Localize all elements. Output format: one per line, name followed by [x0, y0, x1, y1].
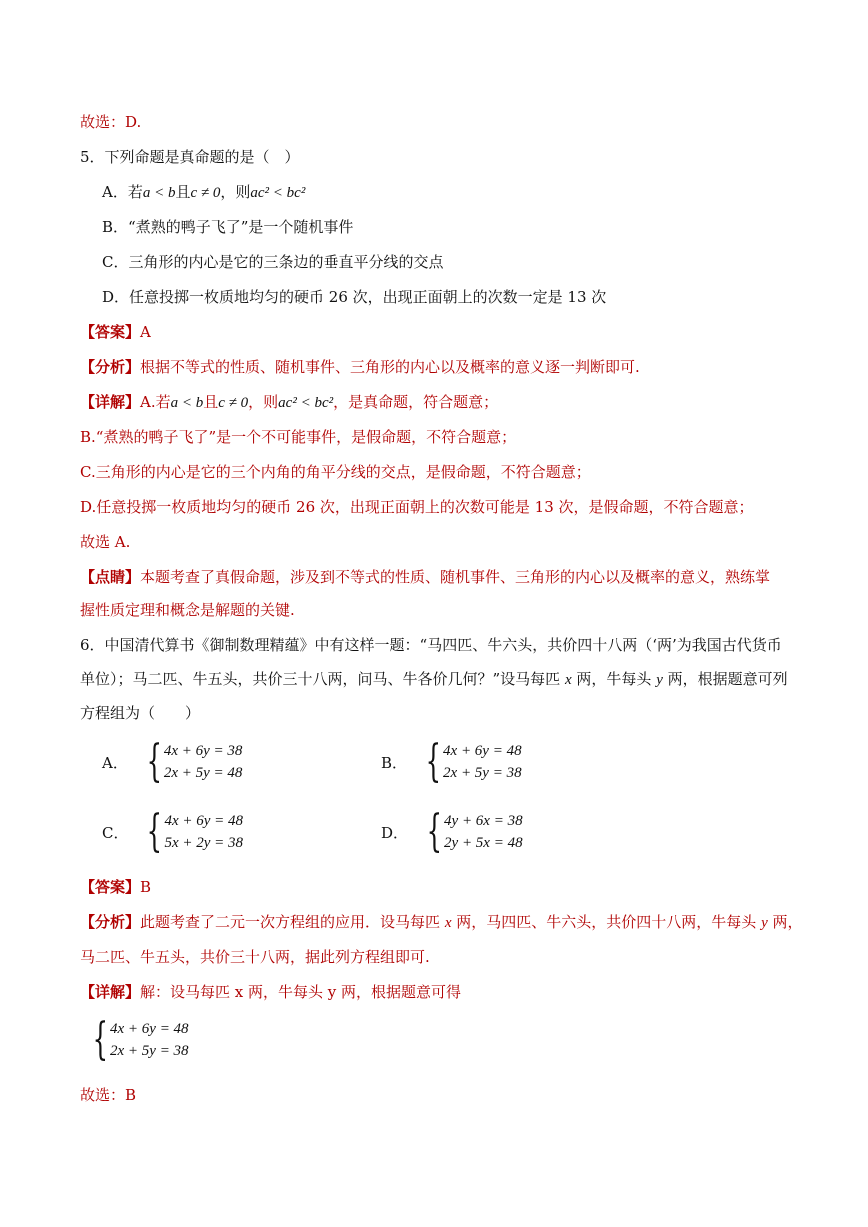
- q5-detail-a-then: ，则: [248, 393, 279, 411]
- option-label: A．: [102, 753, 128, 772]
- q6-stem-line2: [80, 669, 788, 690]
- q6-analysis-part-b: 两，马四匹、牛六头，共价四十八两，牛每头: [456, 913, 757, 931]
- q5-detail-a-cond2: c ≠ 0: [218, 395, 249, 411]
- left-brace-icon: {: [147, 806, 163, 857]
- q5-a-cond1: a < b: [142, 185, 176, 201]
- q6-option-d: [381, 806, 523, 857]
- q6-stem-part-c: 两，根据题意可列: [667, 670, 788, 688]
- q5-choice: 故选 A.: [80, 533, 131, 551]
- q5-a-cond2: c ≠ 0: [190, 185, 221, 201]
- q5-answer-tag: 【答案】: [80, 323, 141, 341]
- q5-comment-line2: 握性质定理和概念是解题的关键.: [80, 601, 295, 619]
- q5-detail-d: D.任意投掷一枚质地均匀的硬币 26 次，出现正面朝上的次数可能是 13 次，是假命题，不符合题意；: [80, 498, 754, 516]
- equation: 2x + 5y = 48: [163, 765, 243, 781]
- q5-option-c: C．三角形的内心是它的三条边的垂直平分线的交点: [102, 253, 444, 271]
- equation: 4x + 6y = 48: [443, 743, 522, 759]
- q6-analysis-part-c: 两，: [772, 913, 803, 931]
- q5-detail-c: C.三角形的内心是它的三个内角的角平分线的交点，是假命题，不符合题意；: [80, 463, 591, 481]
- q6-solution-system: [80, 1014, 189, 1065]
- equation: 2x + 5y = 38: [110, 1043, 189, 1059]
- equation: 2y + 5x = 48: [444, 835, 523, 851]
- q5-analysis: [80, 357, 640, 377]
- equation: 4x + 6y = 48: [110, 1021, 189, 1037]
- q6-analysis-line2: 马二匹、牛五头，共价三十八两，据此列方程组即可.: [80, 948, 430, 966]
- q6-stem-part-b: 两，牛每头: [576, 670, 652, 688]
- q5-detail-a-post: ，是真命题，符合题意；: [333, 393, 499, 411]
- left-brace-icon: {: [426, 806, 443, 857]
- q6-detail: [80, 982, 461, 1002]
- q6-answer-tag: 【答案】: [80, 878, 141, 896]
- equation: 5x + 2y = 38: [164, 835, 244, 851]
- q6-analysis-var-y: y: [761, 915, 768, 931]
- q5-detail-a-prefix: A.若: [140, 393, 171, 411]
- q5-comment-line1: [80, 567, 770, 587]
- q5-a-conclusion: ac² < bc²: [250, 185, 306, 201]
- q5-option-d: D．任意投掷一枚质地均匀的硬币 26 次，出现正面朝上的次数一定是 13 次: [102, 288, 607, 306]
- q6-var-y: y: [656, 672, 663, 688]
- q5-comment-tag: 【点睛】: [80, 568, 141, 586]
- q6-answer: [80, 877, 151, 897]
- q5-comment-text: 本题考查了真假命题，涉及到不等式的性质、随机事件、三角形的内心以及概率的意义，熟练掌: [140, 568, 771, 586]
- q5-detail-tag: 【详解】: [80, 393, 141, 411]
- q5-detail-a-mid: 且: [203, 393, 219, 411]
- option-label: C．: [102, 823, 129, 842]
- q6-option-c: [102, 806, 244, 857]
- q6-option-b: [381, 736, 522, 787]
- q5-detail-a-conclusion: ac² < bc²: [278, 395, 334, 411]
- equation: 4x + 6y = 38: [163, 743, 243, 759]
- left-brace-icon: {: [92, 1014, 108, 1065]
- q5-analysis-tag: 【分析】: [80, 358, 141, 376]
- option-label: B．: [381, 753, 408, 772]
- q6-stem-line3: 方程组为（ ）: [80, 704, 201, 722]
- q6-option-a: [102, 736, 243, 787]
- q5-option-a: [102, 182, 305, 203]
- q6-stem-part-a: 单位）；马二匹、牛五头，共价三十八两，问马、牛各价几何？”设马每匹: [80, 670, 561, 688]
- q5-analysis-text: 根据不等式的性质、随机事件、三角形的内心以及概率的意义逐一判断即可.: [140, 358, 640, 376]
- prev-choice: 故选：D.: [80, 113, 142, 131]
- q5-answer-value: A: [140, 323, 151, 341]
- q6-analysis-part-a: 此题考查了二元一次方程组的应用．设马每匹: [140, 913, 441, 931]
- q6-answer-value: B: [140, 878, 152, 896]
- q6-detail-tag: 【详解】: [80, 983, 141, 1001]
- equation: 2x + 5y = 38: [443, 765, 522, 781]
- q5-detail-a: [80, 392, 498, 413]
- q5-a-then: ，则: [220, 183, 251, 201]
- q5-stem: 5．下列命题是真命题的是（ ）: [80, 148, 300, 166]
- q6-detail-text: 解：设马每匹 x 两，牛每头 y 两，根据题意可得: [140, 983, 462, 1001]
- q6-choice: 故选：B: [80, 1086, 137, 1104]
- option-label: D．: [381, 823, 409, 842]
- q5-detail-b: B.“煮熟的鸭子飞了”是一个不可能事件，是假命题，不符合题意；: [80, 428, 517, 446]
- q5-a-mid: 且: [175, 183, 191, 201]
- q6-analysis-var-x: x: [444, 915, 452, 931]
- left-brace-icon: {: [425, 736, 442, 787]
- q5-answer: [80, 322, 151, 342]
- q5-a-prefix: A．若: [102, 183, 143, 201]
- q6-var-x: x: [564, 672, 572, 688]
- q6-analysis-tag: 【分析】: [80, 913, 141, 931]
- equation: 4y + 6x = 38: [444, 813, 523, 829]
- q6-analysis-line1: [80, 912, 803, 933]
- q5-detail-a-cond1: a < b: [170, 395, 204, 411]
- q5-option-b: B．“煮熟的鸭子飞了”是一个随机事件: [102, 218, 354, 236]
- equation: 4x + 6y = 48: [164, 813, 244, 829]
- left-brace-icon: {: [146, 736, 162, 787]
- q6-stem-line1: 6．中国清代算书《御制数理精蕴》中有这样一题：“马四匹、牛六头，共价四十八两（‘两’为我国古代货币: [80, 636, 782, 654]
